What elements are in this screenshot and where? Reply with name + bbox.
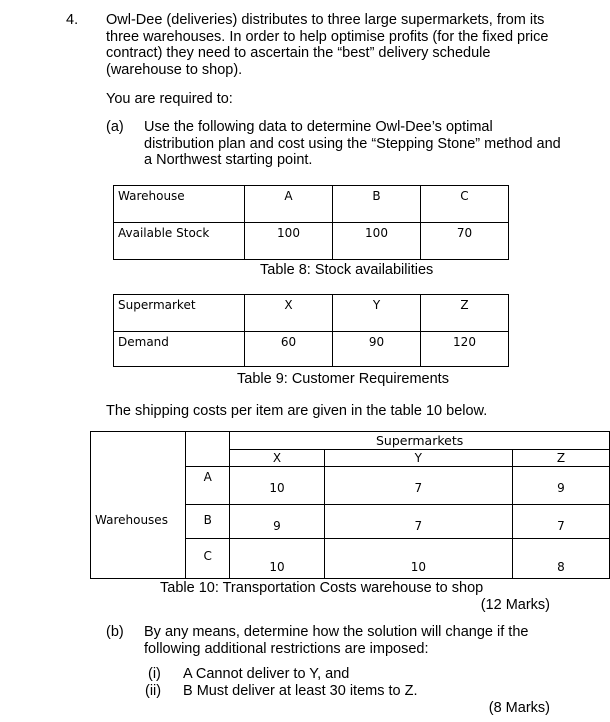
- cost-corner: [91, 432, 186, 450]
- stock-col-a: A: [245, 186, 333, 223]
- demand-col-y: Y: [333, 295, 421, 332]
- cost-b-z: 7: [512, 505, 609, 539]
- cost-row-b-label: B: [186, 505, 230, 539]
- cost-row-a-label: A: [186, 467, 230, 505]
- demand-header-label: Supermarket: [114, 295, 245, 332]
- stock-col-c: C: [421, 186, 509, 223]
- cost-blank-4: [91, 539, 186, 579]
- cost-a-z: 9: [512, 467, 609, 505]
- table9-caption: Table 9: Customer Requirements: [237, 371, 449, 387]
- cost-b-y: 7: [324, 505, 512, 539]
- demand-col-z: Z: [421, 295, 509, 332]
- restriction-2-text: B Must deliver at least 30 items to Z.: [183, 683, 418, 699]
- cost-blank-2: [186, 450, 230, 467]
- demand-col-x: X: [245, 295, 333, 332]
- stock-row-label: Available Stock: [114, 223, 245, 260]
- stock-value-c: 70: [421, 223, 509, 260]
- demand-table: [113, 294, 509, 367]
- table8-caption: Table 8: Stock availabilities: [260, 262, 434, 278]
- cost-a-y: 7: [324, 467, 512, 505]
- stock-table: [113, 185, 509, 260]
- cost-a-x: 10: [230, 467, 324, 505]
- cost-c-x: 10: [230, 539, 324, 579]
- part-a-text: Use the following data to determine Owl-Dee’s optimal distribution plan and cost using the “Stepping Stone” method and a Northwest starting point.: [144, 119, 561, 168]
- cost-c-y: 10: [324, 539, 512, 579]
- demand-value-z: 120: [421, 332, 509, 367]
- cost-group-header: Supermarkets: [230, 432, 610, 450]
- stock-col-b: B: [333, 186, 421, 223]
- demand-row-label: Demand: [114, 332, 245, 367]
- question-number: 4.: [66, 12, 79, 28]
- cost-table: [90, 431, 610, 579]
- cost-col-z: Z: [512, 450, 609, 467]
- table10-caption: Table 10: Transportation Costs warehouse to shop: [160, 580, 484, 596]
- marks-a: (12 Marks): [480, 597, 550, 613]
- cost-blank-3: [91, 467, 186, 505]
- restriction-1-label: (i): [148, 666, 161, 682]
- cost-row-group-label: Warehouses: [91, 505, 186, 539]
- restriction-1-text: A Cannot deliver to Y, and: [183, 666, 350, 682]
- restriction-2-label: (ii): [145, 683, 162, 699]
- demand-value-x: 60: [245, 332, 333, 367]
- cost-b-x: 9: [230, 505, 324, 539]
- stock-value-a: 100: [245, 223, 333, 260]
- part-a-label: (a): [106, 119, 124, 135]
- stock-value-b: 100: [333, 223, 421, 260]
- part-b-text: By any means, determine how the solution will change if the following additional restrictions are imposed:: [144, 624, 529, 657]
- stock-header-label: Warehouse: [114, 186, 245, 223]
- cost-blank-1: [91, 450, 186, 467]
- shipping-intro: The shipping costs per item are given in the table 10 below.: [106, 403, 488, 419]
- cost-col-x: X: [230, 450, 324, 467]
- demand-value-y: 90: [333, 332, 421, 367]
- marks-b: (8 Marks): [488, 700, 550, 716]
- part-b-label: (b): [106, 624, 124, 640]
- cost-row-c-label: C: [186, 539, 230, 579]
- cost-col-y: Y: [324, 450, 512, 467]
- cost-corner-2: [186, 432, 230, 450]
- question-intro: Owl-Dee (deliveries) distributes to three large supermarkets, from its three warehouses. In order to help optimise profits (for the fixed price contract) they need to ascertain the “best” delivery schedule (warehouse to shop).: [106, 12, 549, 78]
- cost-c-z: 8: [512, 539, 609, 579]
- required-text: You are required to:: [106, 91, 233, 107]
